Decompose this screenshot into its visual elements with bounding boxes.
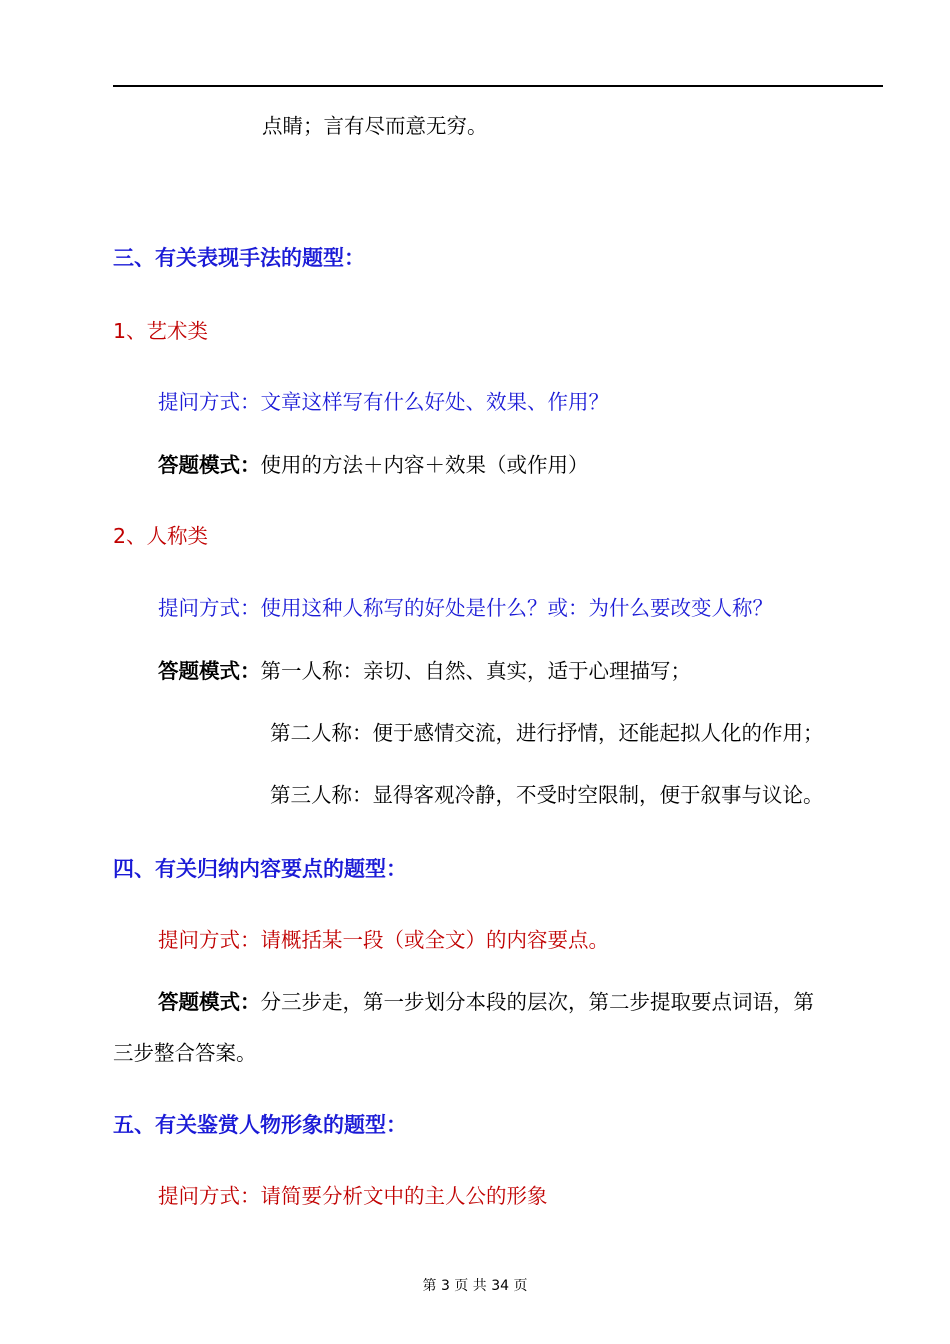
section-4-answer-continued: 三步整合答案。 — [113, 1041, 257, 1065]
continued-text: 点睛；言有尽而意无穷。 — [262, 114, 488, 138]
section-5-heading: 五、有关鉴赏人物形象的题型： — [113, 1113, 407, 1137]
answer-line-2: 第二人称：便于感情交流，进行抒情，还能起拟人化的作用； — [270, 721, 824, 745]
section-3-heading: 三、有关表现手法的题型： — [113, 246, 365, 270]
section-4-answer — [158, 988, 814, 1016]
section-4-question — [158, 926, 609, 954]
page-footer: 第 3 页 共 34 页 — [422, 1278, 528, 1294]
section-4-heading: 四、有关归纳内容要点的题型： — [113, 857, 407, 881]
question-text: 请概括某一段（或全文）的内容要点。 — [260, 928, 609, 952]
answer-line-3: 第三人称：显得客观冷静，不受时空限制，便于叙事与议论。 — [270, 783, 824, 807]
answer-label: 答题模式： — [158, 990, 261, 1014]
section-3-part-1-question — [158, 388, 609, 416]
answer-label: 答题模式： — [158, 453, 261, 477]
section-3-part-2-title: 2、人称类 — [113, 524, 209, 548]
answer-text: 使用的方法＋内容＋效果（或作用） — [260, 453, 589, 477]
question-label: 提问方式： — [158, 390, 261, 414]
answer-text: 分三步走，第一步划分本段的层次，第二步提取要点词语，第 — [260, 990, 814, 1014]
header-rule — [113, 85, 883, 87]
question-text: 使用这种人称写的好处是什么？或：为什么要改变人称？ — [260, 596, 773, 620]
question-text: 请简要分析文中的主人公的形象 — [260, 1184, 548, 1208]
question-label: 提问方式： — [158, 928, 261, 952]
question-label: 提问方式： — [158, 596, 261, 620]
question-text: 文章这样写有什么好处、效果、作用？ — [260, 390, 609, 414]
answer-label: 答题模式： — [158, 659, 261, 683]
section-3-part-2-answer — [158, 657, 691, 685]
question-label: 提问方式： — [158, 1184, 261, 1208]
section-3-part-1-title: 1、艺术类 — [113, 319, 209, 343]
section-3-part-2-question — [158, 594, 773, 622]
section-3-part-1-answer — [158, 451, 589, 479]
section-5-question — [158, 1182, 548, 1210]
answer-line-1: 第一人称：亲切、自然、真实，适于心理描写； — [260, 659, 691, 683]
